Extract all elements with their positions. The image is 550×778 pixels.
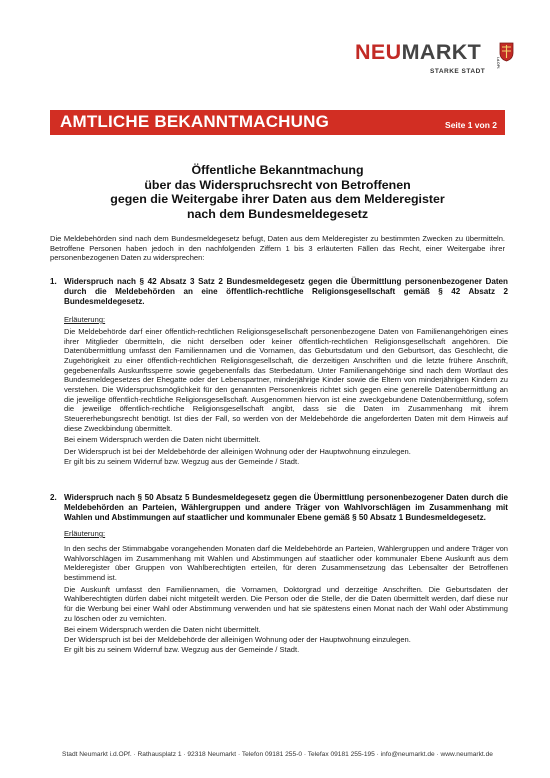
intro-paragraph: Die Meldebehörden sind nach dem Bundesmeldegesetz befugt, Daten aus dem Melderegister zu bestimmten Zwecken zu übermitteln. Betroffene Personen haben jedoch in den nachfolgenden Ziffern 1 bis 3 erläuterten Fällen das Recht, einer Weitergabe ihrer personenbezogenen Daten zu widersprechen:: [50, 234, 505, 263]
section-body: [64, 327, 508, 468]
coat-of-arms-icon: [499, 42, 514, 62]
notice-banner: [50, 110, 505, 135]
heading-line: über das Widerspruchsrecht von Betroffenen: [144, 177, 411, 192]
logo-tagline: STARKE STADT: [430, 68, 486, 75]
logo-wordmark: [355, 42, 481, 64]
section-label: Erläuterung:: [64, 315, 106, 324]
section-paragraph: Bei einem Widerspruch werden die Daten nicht übermittelt.: [64, 435, 261, 445]
page-indicator: Seite 1 von 2: [445, 120, 497, 130]
logo-small-text: i.d.OPf.: [496, 57, 500, 70]
heading-line: nach dem Bundesmeldegesetz: [186, 206, 369, 221]
section-paragraph: In den sechs der Stimmabgabe vorangehenden Monaten darf die Meldebehörde an Parteien, Wählergruppen und andere Träger von Wahlvorschlägen im Zusammenhang mit Wahlen und Abstimmungen auf staatlicher oder kommunaler Ebene Auskunft aus dem Melderegister über Gruppen von Wahlberechtigten erteilen, für deren Zusammensetzung das Lebensalter der Betroffenen bestimmend ist.: [64, 544, 508, 582]
heading-line: gegen die Weitergabe ihrer Daten aus dem Melderegister: [110, 192, 445, 207]
section-title: Widerspruch nach § 42 Absatz 3 Satz 2 Bundesmeldegesetz gegen die Übermittlung personenbezogener Daten durch die Meldebehörden an eine öffentlich-rechtliche Religionsgesellschaft gemäß § 42 Absatz 2 Bundesmeldegesetz.: [64, 277, 508, 307]
section-paragraph: Die Auskunft umfasst den Familiennamen, die Vornamen, Doktorgrad und derzeitige Anschriften. Die Geburtsdaten der Wahlberechtigten dürfen dabei nicht mitgeteilt werden. Die Person oder die Stelle, der die Daten übermittelt werden, darf diese nur für die Werbung bei einer Wahl oder Abstimmung verwenden und hat sie spätestens einen Monat nach der Wahl oder Abstimmung zu löschen oder zu vernichten.: [64, 584, 508, 623]
city-logo: [355, 40, 515, 80]
section-paragraph: Bei einem Widerspruch werden die Daten nicht übermittelt. Der Widerspruch ist bei der Meldebehörde der alleinigen Wohnung oder der Hauptwohnung einzulegen. Er gilt bis zu seinem Widerruf bzw. Wegzug aus der Gemeinde / Stadt.: [64, 625, 411, 654]
document-heading: [50, 163, 505, 221]
section-number: 2.: [50, 493, 57, 502]
section-paragraph: Der Widerspruch ist bei der Meldebehörde der alleinigen Wohnung oder der Hauptwohnung einzulegen. Er gilt bis zu seinem Widerruf bzw. Wegzug aus der Gemeinde / Stadt.: [64, 446, 411, 466]
section-body: [64, 544, 508, 656]
heading-line: Öffentliche Bekanntmachung: [191, 163, 364, 177]
section-label: Erläuterung:: [64, 529, 106, 538]
section-paragraph: Die Meldebehörde darf einer öffentlich-rechtlichen Religionsgesellschaft personenbezogene Daten von Familienangehörigen eines ihrer Mitglieder übermitteln, die nicht derselben oder keiner öffentlich-rechtlichen Religionsgesellschaft angehören. Die Datenübermittlung umfasst den Familiennamen und die Vornamen, das Geburtsdatum und den Geburtsort, das Geschlecht, die Zugehörigkeit zu einer öffentlich-rechtlichen Religionsgesellschaft, die derzeitigen Anschriften und die letzte frühere Anschrift, gegebenenfalls Auskunftssperre sowie gegebenenfalls das Sterbedatum. Unter Familienangehörige sind nach dem Wortlaut des Bundesmeldegesetzes der Ehegatte oder der Lebenspartner, minderjährige Kinder sowie die Eltern von minderjährigen Kindern zu verstehen. Die Widerspruchsmöglichkeit für den genannten Personenkreis richtet sich gegen eine generelle Datenübermittlung an die jeweilige öffentlich-rechtliche Religionsgesellschaft. Ausgenommen hiervon ist eine zweckgebundene Datenübermittlung, sofern die jeweilige öffentlich-rechtliche Religionsgesellschaft angibt, dass sie die Daten im Zusammenhang mit ihrem Steuererhebungsrecht benötigt. Ist dies der Fall, so werden von der Meldebehörde die angeforderten Daten mit dem Hinweis auf diese Zweckbindung übermittelt.: [64, 327, 508, 433]
contact-footer: Stadt Neumarkt i.d.OPf. · Rathausplatz 1 · 92318 Neumarkt · Telefon 09181 255-0 · Telefax 09181 255-195 · info@neumarkt.de · www.neumarkt.de: [62, 751, 493, 758]
banner-title: AMTLICHE BEKANNTMACHUNG: [60, 112, 330, 131]
section-title: Widerspruch nach § 50 Absatz 5 Bundesmeldegesetz gegen die Übermittlung personenbezogener Daten durch die Meldebehörden an Parteien, Wählergruppen und andere Träger von Wahlvorschlägen im Zusammenhang mit Wahlen und Abstimmungen auf staatlicher und kommunaler Ebene gemäß § 50 Absatz 1 Bundesmeldegesetz.: [64, 493, 508, 523]
logo-word-neu: NEU: [355, 40, 402, 64]
section-number: 1.: [50, 277, 57, 286]
logo-word-markt: MARKT: [401, 40, 482, 64]
